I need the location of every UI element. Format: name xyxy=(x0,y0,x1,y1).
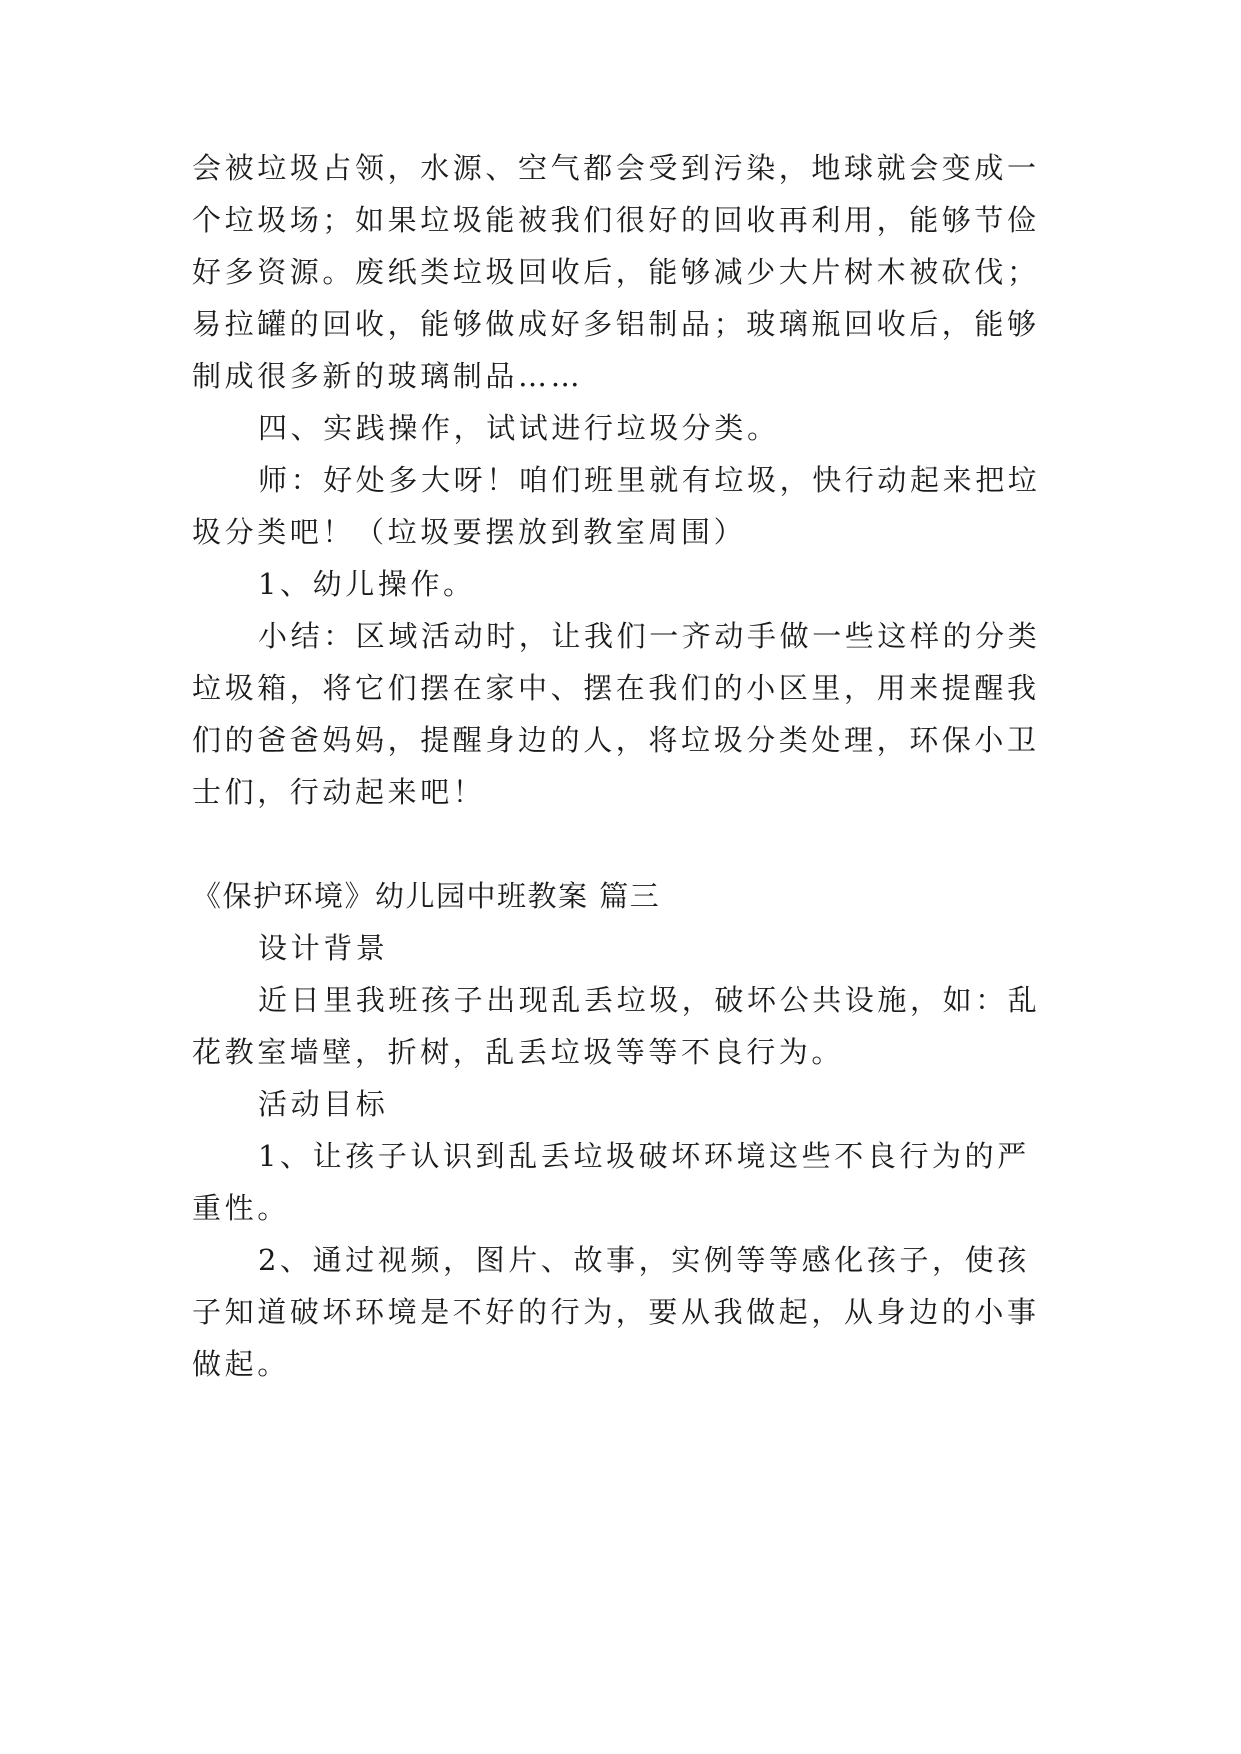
paragraph-line: 师：好处多大呀！咱们班里就有垃圾，快行动起来把垃 xyxy=(258,463,1041,497)
paragraph-line: 1、让孩子认识到乱丢垃圾破坏环境这些不良行为的严 xyxy=(258,1139,1030,1173)
paragraph-line: 垃圾箱，将它们摆在家中、摆在我们的小区里，用来提醒我 xyxy=(192,671,1040,705)
section-heading: 四、实践操作，试试进行垃圾分类。 xyxy=(258,411,780,445)
paragraph-line: 花教室墙壁，折树，乱丢垃圾等等不良行为。 xyxy=(192,1035,845,1069)
paragraph-line: 易拉罐的回收，能够做成好多铝制品；玻璃瓶回收后，能够 xyxy=(192,307,1040,341)
paragraph-line: 1、幼儿操作。 xyxy=(258,567,476,601)
paragraph-line: 圾分类吧！（垃圾要摆放到教室周围） xyxy=(192,515,747,549)
section-heading: 设计背景 xyxy=(258,931,389,965)
paragraph-line: 做起。 xyxy=(192,1347,290,1381)
paragraph-line: 个垃圾场；如果垃圾能被我们很好的回收再利用，能够节俭 xyxy=(192,203,1040,237)
paragraph-line: 制成很多新的玻璃制品…… xyxy=(192,359,584,393)
paragraph-line: 好多资源。废纸类垃圾回收后，能够减少大片树木被砍伐； xyxy=(192,255,1040,289)
paragraph-line: 近日里我班孩子出现乱丢垃圾，破坏公共设施，如：乱 xyxy=(258,983,1041,1017)
paragraph-line: 2、通过视频，图片、故事，实例等等感化孩子，使孩 xyxy=(258,1243,1030,1277)
section-heading: 活动目标 xyxy=(258,1087,389,1121)
paragraph-line: 子知道破坏环境是不好的行为，要从我做起，从身边的小事 xyxy=(192,1295,1040,1329)
paragraph-line: 小结：区域活动时，让我们一齐动手做一些这样的分类 xyxy=(258,619,1041,653)
document-heading: 《保护环境》幼儿园中班教案 篇三 xyxy=(192,879,661,913)
paragraph-line: 们的爸爸妈妈，提醒身边的人，将垃圾分类处理，环保小卫 xyxy=(192,723,1040,757)
paragraph-line: 重性。 xyxy=(192,1191,290,1225)
paragraph-line: 士们，行动起来吧！ xyxy=(192,775,486,809)
paragraph-line: 会被垃圾占领，水源、空气都会受到污染，地球就会变成一 xyxy=(192,151,1040,185)
